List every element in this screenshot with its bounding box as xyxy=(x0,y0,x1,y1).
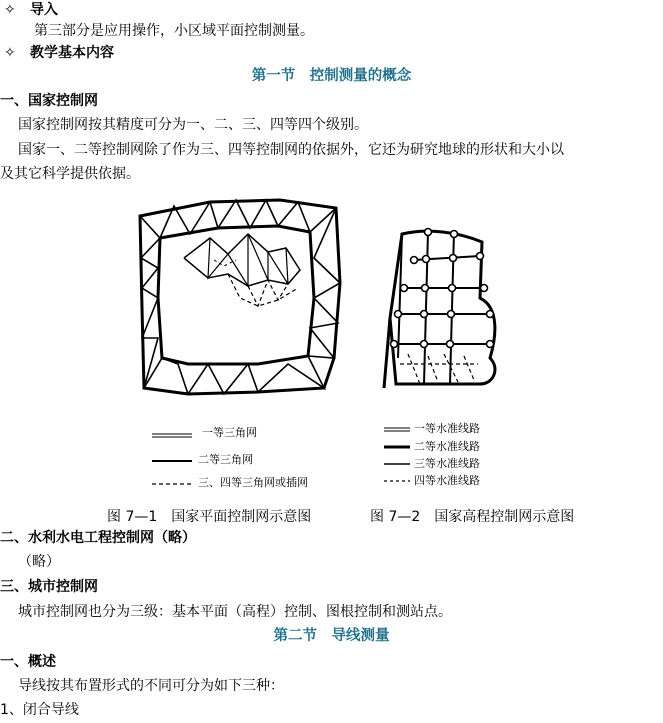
part4-text: 导线按其布置形式的不同可分为如下三种： xyxy=(18,678,284,694)
legend-fig1-item-1: 一等三角网 xyxy=(202,426,257,439)
figures-area xyxy=(128,188,518,493)
diamond-bullet-icon: ✧ xyxy=(4,45,16,61)
basic-content-heading: 教学基本内容 xyxy=(30,45,114,61)
legend-fig2-item-4: 四等水准线路 xyxy=(414,474,480,487)
legend-fig2-item-3: 三等水准线路 xyxy=(414,457,480,470)
legend-fig1-item-3: 三、四等三角网或插网 xyxy=(198,476,308,489)
legend-fig2 xyxy=(384,428,410,481)
legend-fig1-item-2: 二等三角网 xyxy=(198,453,253,466)
figure2-caption: 图 7—2 国家高程控制网示意图 xyxy=(370,509,575,525)
basic-content-heading-line xyxy=(0,43,114,63)
part1-heading: 一、国家控制网 xyxy=(0,93,98,109)
intro-heading-line xyxy=(0,0,58,20)
diamond-bullet-icon: ✧ xyxy=(4,2,16,18)
triangulation-network-diagram xyxy=(140,200,340,394)
part3-text: 城市控制网也分为三级：基本平面（高程）控制、图根控制和测站点。 xyxy=(18,604,452,620)
intro-text: 第三部分是应用操作，小区域平面控制测量。 xyxy=(34,23,314,39)
part2-text: （略） xyxy=(18,554,60,570)
part4-item1: 1、闭合导线 xyxy=(0,702,79,718)
part1-para2a: 国家一、二等控制网除了作为三、四等控制网的依据外，它还为研究地球的形状和大小以 xyxy=(18,142,564,158)
part3-heading: 三、城市控制网 xyxy=(0,579,98,595)
part2-heading: 二、水利水电工程控制网（略） xyxy=(0,530,196,546)
legend-fig2-item-2: 二等水准线路 xyxy=(414,440,480,453)
part1-para2b: 及其它科学提供依据。 xyxy=(0,166,140,182)
part1-para1: 国家控制网按其精度可分为一、二、三、四等四个级别。 xyxy=(18,117,368,133)
part4-heading: 一、概述 xyxy=(0,654,56,670)
figure1-caption: 图 7—1 国家平面控制网示意图 xyxy=(107,509,312,525)
section2-title: 第二节 导线测量 xyxy=(273,628,390,644)
legend-fig2-item-1: 一等水准线路 xyxy=(414,422,480,435)
legend-fig1 xyxy=(152,434,192,484)
intro-heading: 导入 xyxy=(30,2,58,18)
leveling-network-diagram xyxy=(384,229,495,389)
section1-title: 第一节 控制测量的概念 xyxy=(251,68,412,84)
